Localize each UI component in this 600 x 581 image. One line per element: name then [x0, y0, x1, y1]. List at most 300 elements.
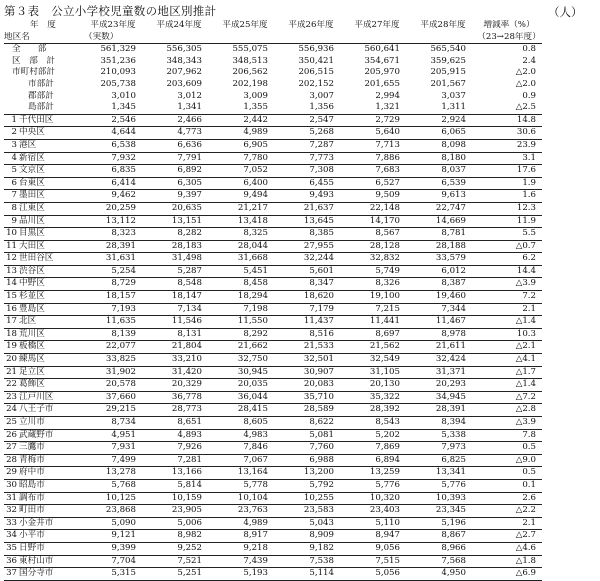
table-row — [4, 568, 542, 581]
value-cell: 6,455 — [278, 177, 344, 190]
value-cell: 4,644 — [80, 127, 146, 140]
value-cell: 7,308 — [278, 165, 344, 178]
value-cell: 21,662 — [212, 341, 278, 354]
value-cell: 8,651 — [146, 417, 212, 430]
rate-cell: △7.2 — [476, 391, 542, 404]
value-cell: 9,218 — [212, 542, 278, 555]
value-cell: 28,391 — [410, 404, 476, 417]
value-cell: 18,147 — [146, 291, 212, 304]
row-number: 24 — [6, 404, 17, 415]
value-cell: 5,792 — [278, 479, 344, 492]
value-cell: 20,130 — [344, 379, 410, 392]
row-number: 8 — [11, 202, 17, 213]
value-cell: 5,043 — [278, 517, 344, 530]
row-number: 5 — [11, 165, 17, 176]
value-cell: 20,293 — [410, 379, 476, 392]
table-row — [4, 328, 542, 341]
value-cell: 7,198 — [212, 303, 278, 316]
year-header: 平成25年度 — [222, 20, 268, 30]
value-cell: 9,397 — [146, 190, 212, 203]
area-name — [4, 492, 80, 505]
area-name — [4, 139, 80, 152]
value-cell: 4,989 — [212, 517, 278, 530]
value-cell: 8,917 — [212, 530, 278, 543]
value-cell: 207,962 — [166, 67, 202, 78]
value-cell: 19,460 — [410, 291, 476, 304]
value-cell: 7,713 — [344, 139, 410, 152]
value-cell: 8,387 — [410, 278, 476, 291]
value-cell: 9,509 — [344, 190, 410, 203]
value-cell: 6,305 — [146, 177, 212, 190]
area-label: 小金井市 — [19, 517, 54, 528]
value-cell: 11,546 — [146, 316, 212, 329]
table-row — [4, 404, 542, 417]
table-row — [4, 316, 542, 329]
area-name — [4, 228, 80, 241]
value-cell: 7,932 — [80, 152, 146, 165]
value-cell: 3,010 — [111, 90, 136, 101]
row-number: 17 — [6, 316, 17, 327]
value-cell: 11,550 — [212, 316, 278, 329]
year-header: 平成24年度 — [156, 20, 202, 30]
rate-cell: 2.4 — [522, 55, 536, 66]
row-number: 29 — [6, 467, 17, 478]
table-row — [4, 442, 542, 455]
row-number: 19 — [6, 341, 17, 352]
area-name — [4, 354, 80, 367]
value-cell: 14,170 — [344, 215, 410, 228]
area-label: 世田谷区 — [19, 253, 54, 264]
year-label: 年 度 — [30, 20, 56, 30]
rate-cell: △1.4 — [476, 316, 542, 329]
value-cell: 8,605 — [212, 417, 278, 430]
row-number: 6 — [11, 177, 17, 188]
area-label: 武蔵野市 — [19, 429, 54, 440]
value-cell: 32,501 — [278, 354, 344, 367]
value-cell: 8,947 — [344, 530, 410, 543]
area-name — [4, 240, 80, 253]
value-cell: 5,287 — [146, 265, 212, 278]
value-cell: 21,637 — [278, 202, 344, 215]
area-name — [4, 517, 80, 530]
value-cell: 32,244 — [278, 253, 344, 266]
table-row — [4, 67, 542, 79]
value-cell: 23,583 — [278, 505, 344, 518]
value-cell: 5,814 — [146, 479, 212, 492]
value-cell: 8,325 — [212, 228, 278, 241]
area-label: 立川市 — [19, 417, 45, 427]
value-cell: 13,645 — [278, 215, 344, 228]
value-cell: 8,292 — [212, 328, 278, 341]
value-cell: 10,255 — [278, 492, 344, 505]
rate-cell: 1.9 — [476, 177, 542, 190]
value-cell: 19,100 — [344, 291, 410, 304]
area-name — [4, 44, 80, 56]
rate-cell: 0.1 — [476, 479, 542, 492]
value-cell: 7,931 — [80, 442, 146, 455]
area-label: 日野市 — [19, 542, 45, 553]
value-cell: 8,697 — [344, 328, 410, 341]
value-cell: 22,747 — [410, 202, 476, 215]
area-name — [4, 454, 80, 467]
value-cell: 5,006 — [146, 517, 212, 530]
value-cell: 2,547 — [278, 114, 344, 127]
year-header: 平成27年度 — [354, 20, 400, 30]
area-label: 目黒区 — [19, 228, 45, 239]
value-cell: 9,182 — [278, 542, 344, 555]
value-cell: 7,760 — [278, 442, 344, 455]
area-name — [4, 152, 80, 165]
value-cell: 10,320 — [344, 492, 410, 505]
rate-cell: 2.6 — [476, 492, 542, 505]
value-cell: 8,543 — [344, 417, 410, 430]
table-row — [4, 215, 542, 228]
area-label: 市町村部計 — [12, 67, 55, 78]
table-row — [4, 102, 542, 114]
value-cell: 8,734 — [80, 417, 146, 430]
value-cell: 9,462 — [80, 190, 146, 203]
value-cell: 10,393 — [410, 492, 476, 505]
value-cell: 31,631 — [80, 253, 146, 266]
value-cell: 359,625 — [430, 55, 466, 66]
value-cell: 5,114 — [278, 568, 344, 581]
value-cell: 21,611 — [410, 341, 476, 354]
value-cell: 4,989 — [212, 127, 278, 140]
value-cell: 21,533 — [278, 341, 344, 354]
value-cell: 8,180 — [410, 152, 476, 165]
value-cell: 2,729 — [344, 114, 410, 127]
value-cell: 8,781 — [410, 228, 476, 241]
value-cell: 7,134 — [146, 303, 212, 316]
area-name — [4, 328, 80, 341]
value-cell: 7,973 — [410, 442, 476, 455]
row-number: 34 — [6, 530, 17, 541]
value-cell: 6,539 — [410, 177, 476, 190]
row-number: 4 — [11, 152, 17, 163]
table-row — [4, 303, 542, 316]
value-cell: 7,568 — [410, 555, 476, 568]
value-cell: 5,778 — [212, 479, 278, 492]
area-label: 区 部 計 — [12, 55, 55, 66]
value-cell: 5,251 — [146, 568, 212, 581]
area-name — [4, 379, 80, 392]
row-number: 21 — [6, 366, 17, 377]
area-name — [4, 114, 80, 127]
value-cell: 201,567 — [430, 78, 466, 89]
row-number: 25 — [6, 417, 17, 427]
area-label: 大田区 — [19, 240, 45, 251]
value-cell: 561,329 — [100, 44, 136, 55]
row-number: 36 — [6, 555, 17, 566]
table-row — [4, 152, 542, 165]
rate-cell: 17.6 — [476, 165, 542, 178]
table-row — [4, 555, 542, 568]
value-cell: 8,282 — [146, 228, 212, 241]
row-number: 7 — [11, 190, 17, 201]
value-cell: 555,075 — [232, 44, 268, 55]
value-cell: 205,970 — [364, 67, 400, 78]
table-row — [4, 467, 542, 480]
value-cell: 5,268 — [278, 127, 344, 140]
value-cell: 7,193 — [80, 303, 146, 316]
rate-cell: △0.7 — [476, 240, 542, 253]
value-cell: 3,012 — [177, 90, 202, 101]
value-cell: 22,148 — [344, 202, 410, 215]
value-cell: 13,278 — [80, 467, 146, 480]
row-number: 32 — [6, 505, 17, 516]
table-row — [4, 127, 542, 140]
area-label: 小平市 — [19, 530, 45, 541]
value-cell: 8,966 — [410, 542, 476, 555]
area-name — [4, 467, 80, 480]
row-number: 35 — [6, 542, 17, 553]
value-cell: 28,044 — [212, 240, 278, 253]
value-cell: 8,567 — [344, 228, 410, 241]
row-number: 33 — [6, 517, 17, 528]
row-number: 2 — [11, 127, 17, 138]
rate-cell: 0.5 — [476, 442, 542, 455]
value-cell: 7,869 — [344, 442, 410, 455]
value-cell: 5,601 — [278, 265, 344, 278]
value-cell: 13,112 — [80, 215, 146, 228]
value-cell: 28,589 — [278, 404, 344, 417]
area-name — [4, 127, 80, 140]
value-cell: 5,081 — [278, 429, 344, 442]
unit-label: （人） — [548, 5, 583, 19]
value-cell: 1,355 — [212, 102, 278, 114]
year-header: 平成26年度 — [288, 20, 334, 30]
rate-cell: △3.9 — [476, 417, 542, 430]
value-cell: 7,515 — [344, 555, 410, 568]
value-cell: 13,166 — [146, 467, 212, 480]
value-cell: 11,635 — [80, 316, 146, 329]
table-row — [4, 542, 542, 555]
table-row — [4, 479, 542, 492]
value-cell: 5,193 — [212, 568, 278, 581]
value-cell: 1,356 — [278, 102, 344, 114]
area-label: 渋谷区 — [19, 265, 45, 276]
value-cell: 20,035 — [212, 379, 278, 392]
value-cell: 21,217 — [212, 202, 278, 215]
table-row — [4, 56, 542, 68]
value-cell: 9,613 — [410, 190, 476, 203]
value-cell: 7,538 — [278, 555, 344, 568]
area-label: 荒川区 — [19, 328, 45, 339]
value-cell: 5,254 — [80, 265, 146, 278]
rate-cell: 14.8 — [476, 114, 542, 127]
value-cell: 18,157 — [80, 291, 146, 304]
value-cell: 8,131 — [146, 328, 212, 341]
rate-cell: 10.3 — [476, 328, 542, 341]
value-cell: 31,371 — [410, 366, 476, 379]
table-row — [4, 354, 542, 367]
area-name — [4, 215, 80, 228]
value-cell: 348,513 — [232, 55, 268, 66]
row-number: 14 — [6, 278, 17, 289]
area-label: 東村山市 — [19, 555, 54, 566]
value-cell: 5,196 — [410, 517, 476, 530]
area-name — [4, 479, 80, 492]
table-row — [4, 44, 542, 56]
value-cell: 5,451 — [212, 265, 278, 278]
table-row — [4, 253, 542, 266]
value-cell: 11,441 — [344, 316, 410, 329]
value-cell: 7,281 — [146, 454, 212, 467]
rate-cell: 12.3 — [476, 202, 542, 215]
value-cell: 23,868 — [80, 505, 146, 518]
value-cell: 210,093 — [100, 67, 136, 78]
row-number: 11 — [6, 240, 17, 251]
rate-cell: 5.5 — [476, 228, 542, 241]
value-cell: 2,442 — [212, 114, 278, 127]
value-cell: 31,668 — [212, 253, 278, 266]
value-cell: 33,579 — [410, 253, 476, 266]
value-cell: 23,403 — [344, 505, 410, 518]
area-label: 墨田区 — [19, 190, 45, 201]
value-cell: 33,210 — [146, 354, 212, 367]
rate-cell: 0.8 — [522, 44, 536, 55]
value-cell: 9,493 — [278, 190, 344, 203]
value-cell: 30,907 — [278, 366, 344, 379]
value-cell: 14,669 — [410, 215, 476, 228]
value-cell: 32,549 — [344, 354, 410, 367]
row-number: 28 — [6, 454, 17, 465]
table-row — [4, 202, 542, 215]
row-number: 3 — [11, 139, 17, 150]
area-label: 北区 — [19, 316, 37, 327]
area-name — [4, 278, 80, 291]
area-name — [4, 442, 80, 455]
value-cell: 13,164 — [212, 467, 278, 480]
area-name — [4, 555, 80, 568]
value-cell: 4,773 — [146, 127, 212, 140]
row-number: 30 — [6, 479, 17, 490]
value-cell: 28,773 — [146, 404, 212, 417]
rate-subheader: （23→28年度） — [476, 32, 542, 44]
value-cell: 31,498 — [146, 253, 212, 266]
value-cell: 8,978 — [410, 328, 476, 341]
value-cell: 31,420 — [146, 366, 212, 379]
value-cell: 1,341 — [146, 102, 212, 114]
value-cell: 23,345 — [410, 505, 476, 518]
table-row — [4, 278, 542, 291]
table-row — [4, 417, 542, 430]
value-cell: 27,955 — [278, 240, 344, 253]
table-row — [4, 177, 542, 190]
value-cell: 8,347 — [278, 278, 344, 291]
rate-cell: 2.1 — [476, 303, 542, 316]
area-name — [4, 91, 80, 103]
rate-header: 増減率（%） — [483, 20, 535, 30]
area-label: 文京区 — [19, 165, 45, 176]
area-label: 江東区 — [19, 202, 45, 213]
area-name — [4, 177, 80, 190]
value-cell: 18,620 — [278, 291, 344, 304]
area-name — [4, 542, 80, 555]
value-cell: 10,125 — [80, 492, 146, 505]
area-name — [4, 366, 80, 379]
row-number: 16 — [6, 303, 17, 314]
table-row — [4, 530, 542, 543]
area-name — [4, 102, 80, 114]
value-cell: 205,738 — [100, 78, 136, 89]
table-row — [4, 391, 542, 404]
value-cell: 5,202 — [344, 429, 410, 442]
value-cell: 6,825 — [410, 454, 476, 467]
table-row — [4, 190, 542, 203]
year-header: 平成28年度 — [420, 20, 466, 30]
value-cell: 8,098 — [410, 139, 476, 152]
rate-cell: 0.5 — [476, 467, 542, 480]
value-cell: 6,988 — [278, 454, 344, 467]
area-label: 練馬区 — [19, 354, 45, 365]
area-name — [4, 67, 80, 79]
value-cell: 565,540 — [430, 44, 466, 55]
area-name — [4, 190, 80, 203]
value-cell: 5,776 — [410, 479, 476, 492]
value-cell: 34,945 — [410, 391, 476, 404]
table-body — [4, 20, 542, 580]
table-row — [4, 366, 542, 379]
value-cell: 9,399 — [80, 542, 146, 555]
row-number: 1 — [11, 114, 17, 125]
header-row-2 — [4, 32, 542, 44]
value-cell: 5,090 — [80, 517, 146, 530]
area-name — [4, 391, 80, 404]
value-cell: 8,867 — [410, 530, 476, 543]
rate-cell: △4.1 — [476, 354, 542, 367]
rate-cell: △1.4 — [476, 379, 542, 392]
value-cell: 205,915 — [430, 67, 466, 78]
value-cell: 560,641 — [364, 44, 400, 55]
value-cell: 2,924 — [410, 114, 476, 127]
row-number: 12 — [6, 253, 17, 264]
value-cell: 4,893 — [146, 429, 212, 442]
area-label: 全 部 — [12, 44, 47, 55]
value-cell: 10,159 — [146, 492, 212, 505]
value-cell: 6,400 — [212, 177, 278, 190]
row-number: 9 — [11, 215, 17, 226]
value-cell: 37,660 — [80, 391, 146, 404]
population-table — [4, 20, 542, 581]
value-cell: 7,439 — [212, 555, 278, 568]
value-cell: 20,635 — [146, 202, 212, 215]
value-cell: 7,052 — [212, 165, 278, 178]
value-cell: 13,259 — [344, 467, 410, 480]
value-cell: 5,315 — [80, 568, 146, 581]
value-cell: 7,773 — [278, 152, 344, 165]
value-cell: 7,179 — [278, 303, 344, 316]
value-cell: 1,311 — [410, 102, 476, 114]
value-cell: 36,044 — [212, 391, 278, 404]
area-name — [4, 429, 80, 442]
value-cell: 350,421 — [298, 55, 334, 66]
rate-cell: 11.9 — [476, 215, 542, 228]
row-number: 27 — [6, 442, 17, 453]
value-cell: 31,105 — [344, 366, 410, 379]
value-cell: 5,338 — [410, 429, 476, 442]
value-cell: 351,236 — [100, 55, 136, 66]
rate-cell: 30.6 — [476, 127, 542, 140]
header-row — [4, 20, 542, 32]
rate-cell: △9.0 — [476, 454, 542, 467]
table-row — [4, 379, 542, 392]
area-label: 青梅市 — [19, 454, 45, 465]
row-number: 22 — [6, 379, 17, 390]
table-row — [4, 240, 542, 253]
table-row — [4, 79, 542, 91]
area-label: 三鷹市 — [19, 442, 45, 453]
